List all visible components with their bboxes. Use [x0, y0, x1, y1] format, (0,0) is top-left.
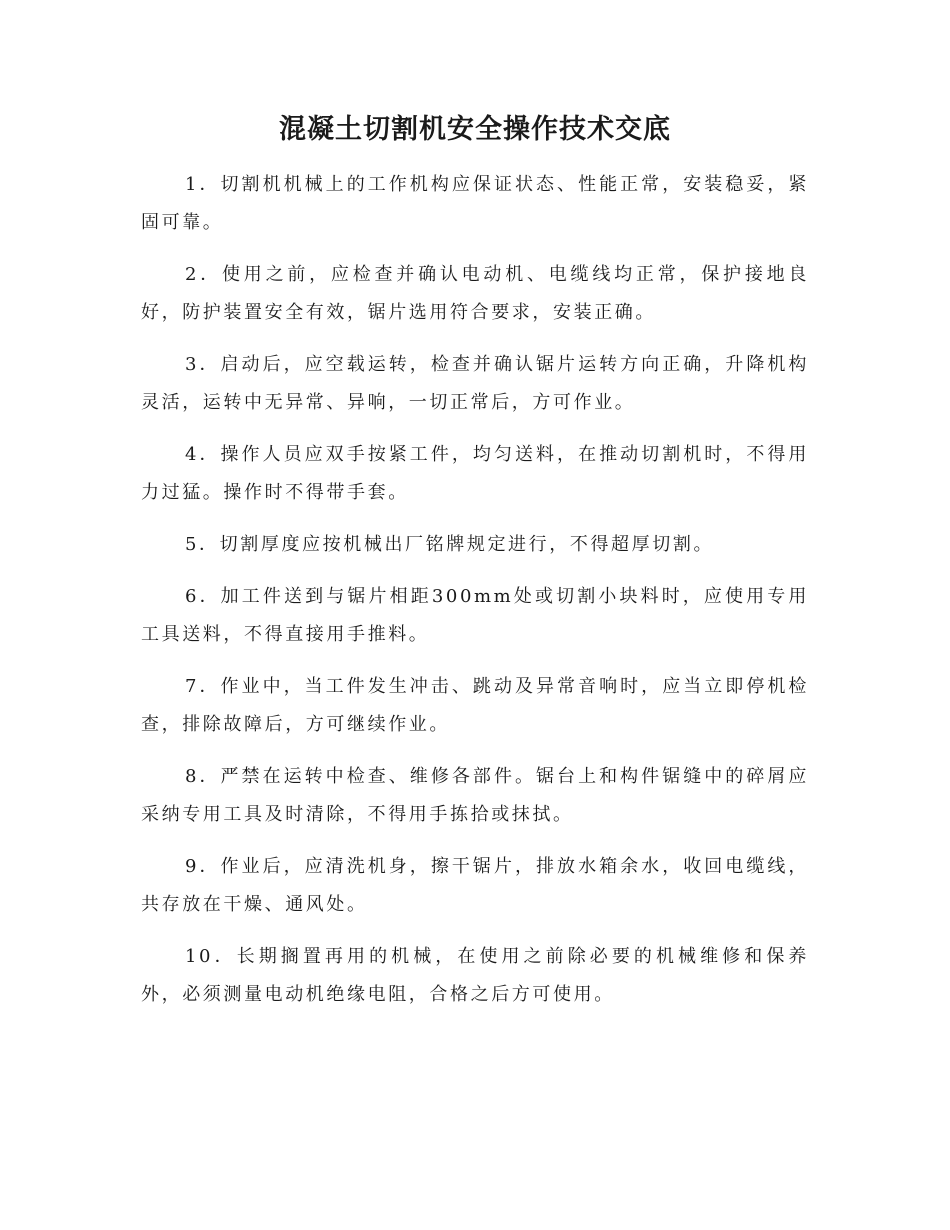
clause-5: 5．切割厚度应按机械出厂铭牌规定进行，不得超厚切割。	[185, 534, 715, 555]
document-body	[141, 166, 809, 1028]
clause-8: 8．严禁在运转中检查、维修各部件。锯台上和构件锯缝中的碎屑应采纳专用工具及时清除，不得用手拣拾或抹拭。	[141, 766, 809, 825]
clause-4: 4．操作人员应双手按紧工件，均匀送料，在推动切割机时，不得用力过猛。操作时不得带手套。	[141, 444, 809, 503]
clause-7: 7．作业中，当工件发生冲击、跳动及异常音响时，应当立即停机检查，排除故障后，方可继续作业。	[141, 676, 809, 735]
clause-6: 6．加工件送到与锯片相距300mm处或切割小块料时，应使用专用工具送料，不得直接用手推料。	[141, 586, 809, 645]
clause-3: 3．启动后，应空载运转，检查并确认锯片运转方向正确，升降机构灵活，运转中无异常、异响，一切正常后，方可作业。	[141, 354, 809, 413]
document-title: 混凝土切割机安全操作技术交底	[279, 114, 671, 145]
clause-2: 2．使用之前，应检查并确认电动机、电缆线均正常，保护接地良好，防护装置安全有效，锯片选用符合要求，安装正确。	[141, 264, 809, 323]
clause-1: 1．切割机机械上的工作机构应保证状态、性能正常，安装稳妥，紧固可靠。	[141, 174, 809, 233]
clause-10: 10．长期搁置再用的机械，在使用之前除必要的机械维修和保养外，必须测量电动机绝缘电阻，合格之后方可使用。	[141, 946, 809, 1005]
clause-9: 9．作业后，应清洗机身，擦干锯片，排放水箱余水，收回电缆线，共存放在干燥、通风处。	[141, 856, 809, 915]
